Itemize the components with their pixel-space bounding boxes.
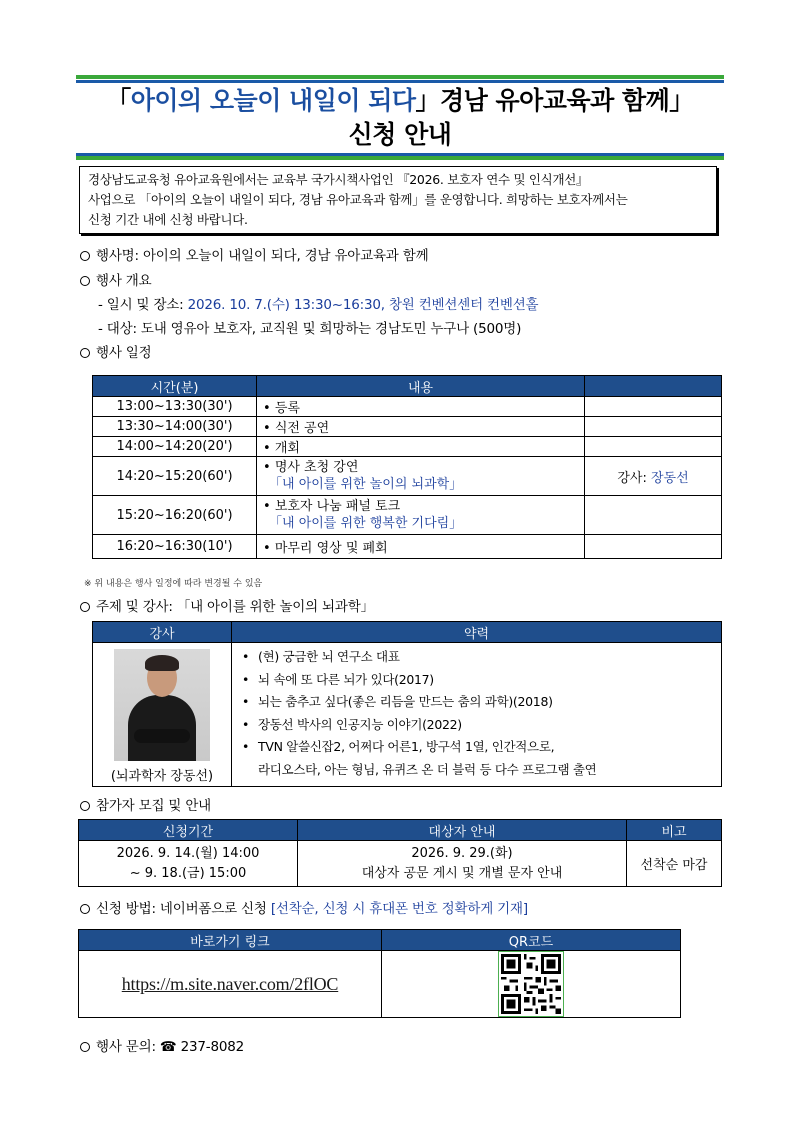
- lecture-table: [92, 621, 722, 787]
- schedule-empty: [585, 397, 722, 417]
- recruit-col-remark: 비고: [627, 820, 722, 841]
- circle-bullet-icon: [80, 276, 90, 286]
- recruit-remark: 선착순 마감: [627, 841, 722, 887]
- list-item: • 장동선 박사의 인공지능 이야기(2022): [236, 714, 721, 737]
- contact-phone: 237-8082: [180, 1039, 245, 1055]
- table-row: [93, 397, 722, 417]
- schedule-note: ※ 위 내용은 행사 일정에 따라 변경될 수 있음: [84, 579, 263, 589]
- apply-table: [78, 929, 681, 1018]
- schedule-empty: [585, 417, 722, 437]
- intro-box: [79, 166, 717, 234]
- schedule-content: • 마무리 영상 및 폐회: [257, 535, 585, 559]
- recruit-notice: 2026. 9. 29.(화) 대상자 공문 게시 및 개별 문자 안내: [298, 841, 627, 887]
- circle-bullet-icon: [80, 251, 90, 261]
- header-top-blue-bar: [76, 80, 724, 83]
- schedule-time: 14:00~14:20(20'): [93, 437, 257, 457]
- header-top-green-bar: [76, 75, 724, 79]
- qr-code-icon[interactable]: [498, 951, 564, 1017]
- schedule-time: 14:20~15:20(60'): [93, 457, 257, 496]
- lecture-heading: 주제 및 강사: 「내 아이를 위한 놀이의 뇌과학」: [80, 597, 374, 617]
- schedule-speaker: 강사: 장동선: [585, 457, 722, 496]
- schedule-content: • 명사 초청 강연 「내 아이를 위한 놀이의 뇌과학」: [257, 457, 585, 496]
- circle-bullet-icon: [80, 348, 90, 358]
- apply-col-link: 바로가기 링크: [79, 930, 382, 951]
- list-item-continued: 라디오스타, 아는 형님, 유퀴즈 온 더 블럭 등 다수 프로그램 출연: [258, 761, 597, 777]
- apply-form-link[interactable]: https://m.site.naver.com/2flOC: [121, 973, 339, 994]
- recruit-period: 2026. 9. 14.(월) 14:00 ~ 9. 18.(금) 15:00: [79, 841, 298, 887]
- schedule-col-speaker: [585, 376, 722, 397]
- recruit-heading: 참가자 모집 및 안내: [80, 796, 211, 816]
- overview-datetime: - 일시 및 장소: 2026. 10. 7.(수) 13:30~16:30, 창원 컨벤션센터 컨벤션홀: [98, 297, 539, 313]
- header-bottom-green-bar: [76, 156, 724, 160]
- circle-bullet-icon: [80, 801, 90, 811]
- schedule-empty: [585, 437, 722, 457]
- table-row: [93, 457, 722, 496]
- schedule-empty: [585, 496, 722, 535]
- overview-heading: 행사 개요: [80, 271, 151, 291]
- apply-link-cell: [79, 951, 382, 1018]
- lecture-col-career: 약력: [232, 622, 722, 643]
- phone-icon: ☎: [159, 1039, 181, 1055]
- schedule-content: • 식전 공연: [257, 417, 585, 437]
- list-item: • 뇌 속에 또 다른 뇌가 있다(2017): [236, 669, 721, 692]
- speaker-cell: [93, 643, 232, 787]
- table-row: [93, 496, 722, 535]
- schedule-col-time: 시간(분): [93, 376, 257, 397]
- recruit-table: [78, 819, 722, 887]
- schedule-content: • 개회: [257, 437, 585, 457]
- contact-line: 행사 문의: ☎ 237-8082: [80, 1037, 244, 1057]
- table-row: [93, 437, 722, 457]
- recruit-col-notice: 대상자 안내: [298, 820, 627, 841]
- page-subtitle: 신청 안내: [348, 120, 452, 149]
- schedule-empty: [585, 535, 722, 559]
- schedule-content: • 보호자 나눔 패널 토크 「내 아이를 위한 행복한 기다림」: [257, 496, 585, 535]
- recruit-col-period: 신청기간: [79, 820, 298, 841]
- schedule-time: 13:30~14:00(30'): [93, 417, 257, 437]
- overview-target: - 대상: 도내 영유아 보호자, 교직원 및 희망하는 경남도민 누구나 (500명): [98, 321, 522, 337]
- schedule-time: 16:20~16:30(10'): [93, 535, 257, 559]
- table-row: [93, 535, 722, 559]
- circle-bullet-icon: [80, 904, 90, 914]
- list-item: • 뇌는 춤추고 싶다(좋은 리듬을 만드는 춤의 과학)(2018): [236, 691, 721, 714]
- circle-bullet-icon: [80, 602, 90, 612]
- circle-bullet-icon: [80, 1042, 90, 1052]
- lecture-col-speaker: 강사: [93, 622, 232, 643]
- list-item: • TVN 알쓸신잡2, 어쩌다 어른1, 방구석 1열, 인간적으로,: [236, 736, 721, 759]
- apply-col-qr: QR코드: [382, 930, 681, 951]
- table-row: [93, 417, 722, 437]
- apply-qr-cell: [382, 951, 681, 1018]
- speaker-photo: [114, 649, 210, 761]
- intro-line: 사업으로 「아이의 오늘이 내일이 되다, 경남 유아교육과 함께」를 운영합니다. 희망하는 보호자께서는: [88, 192, 628, 207]
- schedule-time: 13:00~13:30(30'): [93, 397, 257, 417]
- schedule-col-content: 내용: [257, 376, 585, 397]
- schedule-heading: 행사 일정: [80, 343, 151, 363]
- schedule-table: [92, 375, 722, 559]
- career-cell: [232, 643, 722, 787]
- list-item: • (현) 궁금한 뇌 연구소 대표: [236, 646, 721, 669]
- speaker-caption: (뇌과학자 장동선): [110, 769, 214, 784]
- schedule-time: 15:20~16:20(60'): [93, 496, 257, 535]
- intro-line: 신청 기간 내에 신청 바랍니다.: [88, 212, 248, 227]
- event-name: 행사명: 아이의 오늘이 내일이 되다, 경남 유아교육과 함께: [80, 246, 428, 266]
- intro-line: 경상남도교육청 유아교육원에서는 교육부 국가시책사업인 『2026. 보호자 연수 및 인식개선』: [88, 172, 589, 187]
- schedule-content: • 등록: [257, 397, 585, 417]
- apply-heading: 신청 방법: 네이버폼으로 신청 [선착순, 신청 시 휴대폰 번호 정확하게 기재]: [80, 899, 528, 919]
- page-title: 「아이의 오늘이 내일이 되다」경남 유아교육과 함께」: [106, 86, 694, 115]
